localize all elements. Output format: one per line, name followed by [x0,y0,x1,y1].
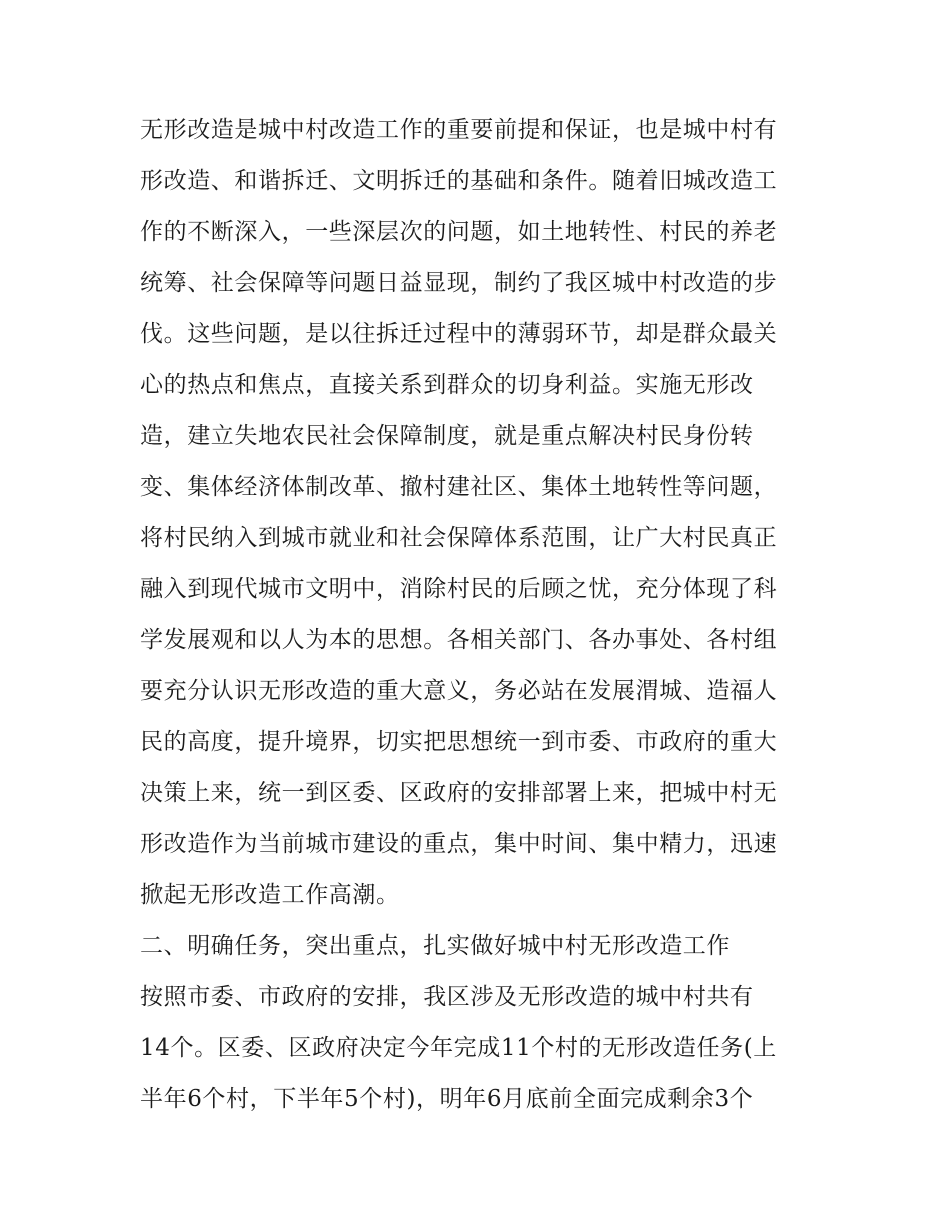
text-line: 无形改造是城中村改造工作的重要前提和保证，也是城中村有 [140,117,778,143]
text-line: 半年6个村，下半年5个村)，明年6月底前全面完成剩余3个 [140,1086,754,1112]
text-line: 形改造作为当前城市建设的重点，集中时间、集中精力，迅速 [140,831,778,857]
text-line: 掀起无形改造工作高潮。 [140,882,400,908]
text-line: 民的高度，提升境界，切实把思想统一到市委、市政府的重大 [140,729,778,755]
text-line: 形改造、和谐拆迁、文明拆迁的基础和条件。随着旧城改造工 [140,168,778,194]
text-line: 作的不断深入，一些深层次的问题，如土地转性、村民的养老 [140,219,778,245]
text-line: 按照市委、市政府的安排，我区涉及无形改造的城中村共有 [140,984,754,1010]
text-line: 14个。区委、区政府决定今年完成11个村的无形改造任务(上 [140,1035,777,1061]
text-line: 学发展观和以人为本的思想。各相关部门、各办事处、各村组 [140,627,778,653]
text-line: 变、集体经济体制改革、撤村建社区、集体土地转性等问题， [140,474,778,500]
text-line: 统筹、社会保障等问题日益显现，制约了我区城中村改造的步 [140,270,778,296]
text-line: 心的热点和焦点，直接关系到群众的切身利益。实施无形改 [140,372,754,398]
text-line: 伐。这些问题，是以往拆迁过程中的薄弱环节，却是群众最关 [140,321,778,347]
section-heading: 二、明确任务，突出重点，扎实做好城中村无形改造工作 [140,933,730,959]
text-line: 决策上来，统一到区委、区政府的安排部署上来，把城中村无 [140,780,778,806]
text-line: 将村民纳入到城市就业和社会保障体系范围，让广大村民真正 [140,525,778,551]
text-line: 融入到现代城市文明中，消除村民的后顾之忧，充分体现了科 [140,576,778,602]
text-line: 造，建立失地农民社会保障制度，就是重点解决村民身份转 [140,423,754,449]
text-line: 要充分认识无形改造的重大意义，务必站在发展渭城、造福人 [140,678,778,704]
body-text [140,105,820,1125]
